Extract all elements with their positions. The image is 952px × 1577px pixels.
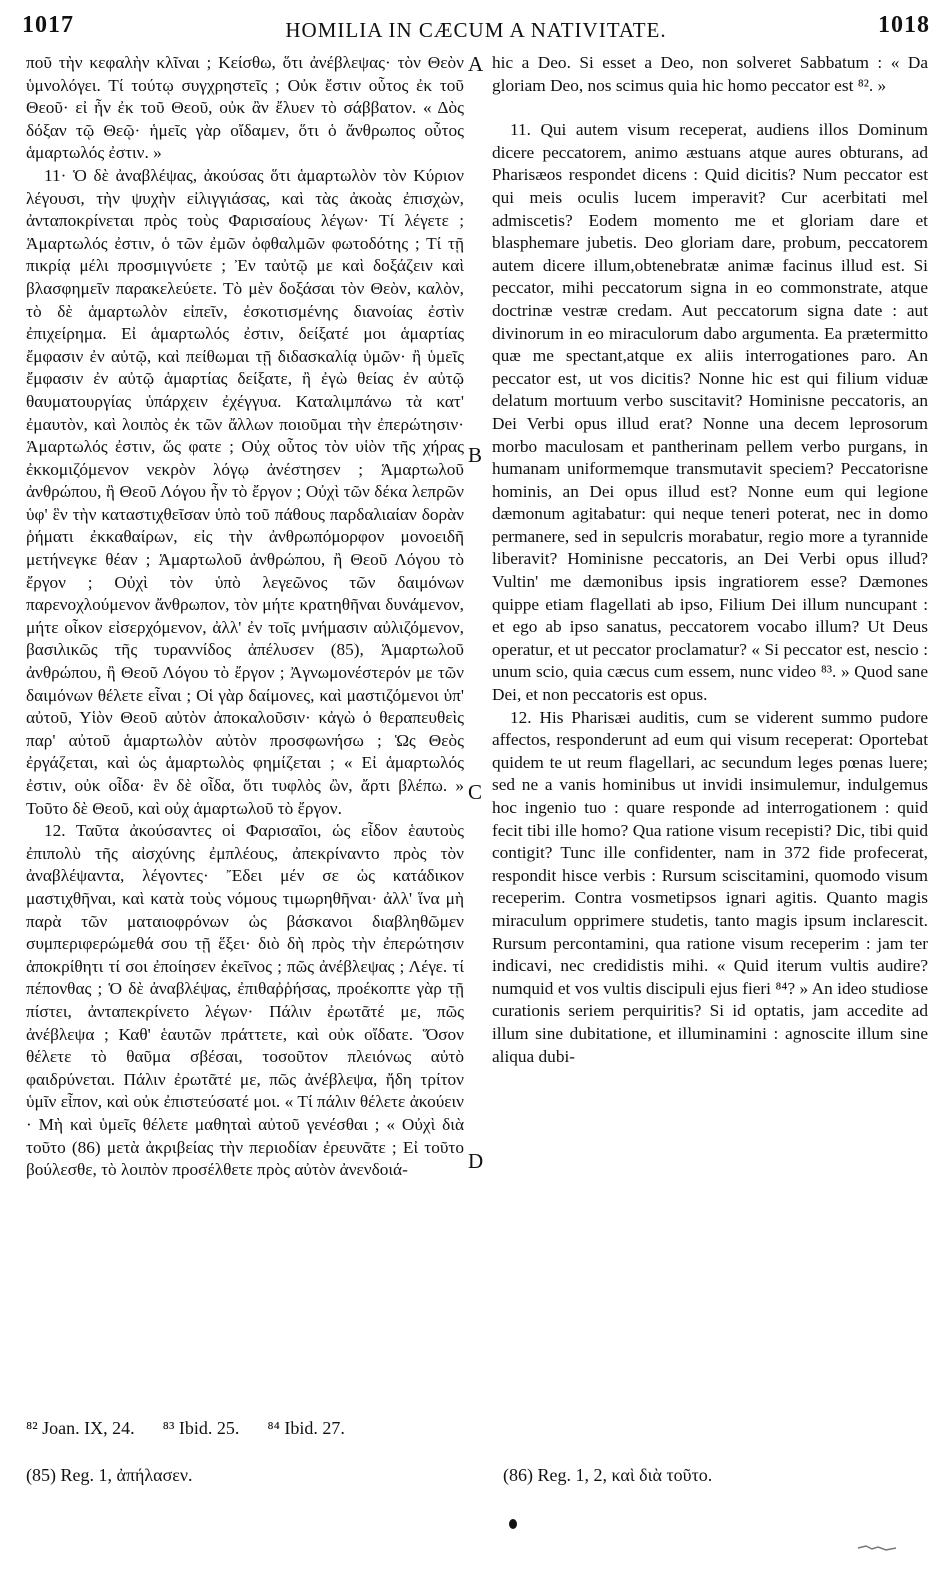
page-header [22, 12, 930, 52]
left-column-number: 1017 [22, 12, 74, 38]
footnote: ⁸³ Ibid. 25. [162, 1418, 240, 1438]
margin-marker-c: C [468, 780, 483, 804]
running-title: HOMILIA IN CÆCUM A NATIVITATE. [285, 18, 667, 42]
footnote: ⁸⁴ Ibid. 27. [267, 1418, 345, 1438]
latin-column [492, 52, 928, 1068]
greek-column [26, 52, 464, 1182]
greek-paragraph: 11· Ὁ δὲ ἀναβλέψας, ἀκούσας ὅτι ἁμαρτωλὸν τὸν Κύριον λέγουσι, τὴν ψυχὴν εἰλιγγιάσας, καὶ τὰς ἀκοὰς ἐπισχὼν, ἀνταποκρίνεται πρὸς τοὺς Φαρισαίους λέγων· Τί λέγετε ; Ἁμαρτωλός ἐστιν, ὁ τῶν ἐμῶν ὀφθαλμῶν φωτοδότης ; Τί τῇ πικρίᾳ μέλι προσμιγνύετε ; Ἐν ταὐτῷ με καὶ δοξάζειν καὶ βλασφημεῖν παρακελεύετε. Τὸ μὲν δοξάσαι τὸν Θεὸν, καλὸν, τὸ δὲ ἁμαρτωλὸν εἰπεῖν, ἐσκοτισμένης διανοίας ἐστὶν ἐπιχείρημα. Εἰ ἁμαρτωλός ἐστιν, δείξατέ μοι ἁμαρτίας ἔμφασιν ἐν αὐτῷ, καὶ πείθωμαι τῇ διδασκαλίᾳ ὑμῶν· ἢ ὑμεῖς ἔμφασιν ἐν αὐτῷ ἁμαρτίας δείξατε, ἢ ἐγὼ θείας ἐν αὐτῷ θαυματουργίας ὑπάρχειν ἐχέγγυα. Καταλιμπάνω τὰ κατ' ἐμαυτὸν, καὶ λοιπὸς ἐκ τῶν ἄλλων ποιοῦμαι τὴν ἐπερώτησιν· Ἁμαρτωλός ἐστιν, ὥς φατε ; Οὐχ οὗτος τὸν υἱὸν τῆς χήρας ἐκκομιζόμενον νεκρὸν λόγῳ ἀνέστησεν ; Ἁμαρτωλοῦ ἀνθρώπου, ἢ Θεοῦ Λόγου ἦν τὸ ἔργον ; Οὐχὶ τῶν δέκα λεπρῶν ὑφ' ἓν τὴν καταστιχθεῖσαν ὑπὸ τοῦ πάθους παρδαλιαίαν δορὰν ῥήματι ἐκκαθαίρων, εἰς τὴν ἀνθρωπόμορφον μονοειδῆ μετήνεγκε θέαν ; Ἁμαρτωλοῦ ἀνθρώπου, ἢ Θεοῦ Λόγου τὸ ἔργον ; Οὐχὶ τὸν ὑπὸ λεγεῶνος τῶν δαιμόνων παρενοχλούμενον ἄνθρωπον, τὸν μήτε κρατηθῆναι δυνάμενον, μήτε οἶκον εἰσερχόμενον, ἀλλ' ἐν τοῖς μνήμασιν αὐλιζόμενον, βασιλικῶς τῆς τυραννίδος ἀπέλυσεν (85), Ἁμαρτωλοῦ ἀνθρώπου, ἢ Θεοῦ Λόγου τὸ ἔργον ; Ἀγνωμονέστερόν με τῶν δαιμόνων θέλετε εἶναι ; Οἱ γὰρ δαίμονες, καὶ μαστιζόμενοι ὑπ' αὐτοῦ, Υἱὸν Θεοῦ αὐτὸν ἀποκαλοῦσιν· κἀγὼ ὁ θεραπευθεὶς παρ' αὐτοῦ ἁμαρτωλὸν αὐτὸν προσφωνήσω ; Ὡς Θεὸς ἐργάζεται, καὶ ὡς ἁμαρτωλὸς φημίζεται ; « Εἰ ἁμαρτωλός ἐστιν, οὐκ οἶδα· ἓν δὲ οἶδα, ὅτι τυφλὸς ὢν, ἄρτι βλέπω. » Τοῦτο δὲ Θεοῦ, καὶ οὐχ ἁμαρτωλοῦ τὸ ἔργον. [26, 165, 464, 818]
latin-paragraph: 11. Qui autem visum receperat, audiens illos Dominum dicere peccatorem, animo æstuans atque aures obturans, ad Pharisæos respondet dicens : Quid dicitis? Num peccator est qui meis oculis lucem imperavit? Cur acerbitati mel admiscetis? Eodem momento me et gloriam dare et blasphemare jubetis. Deo gloriam dare, probum, peccatorem autem dicere illum,obtenebratæ animæ facinus illud est. Si peccator, mihi peccatorum signa in eo commonstrate, atque doctrinæ vestræ credam. Aut peccatorum signa date : aut divinorum in eo miraculorum dabo argumenta. Ea prætermitto quæ me spectant,atque ex aliis interrogationes paro. An peccator est, ut vos dicitis? Nonne hic est qui filium viduæ delatum mortuum verbo suscitavit? Hominisne peccatoris, an Dei Verbi opus illud erat? Nonne una decem leprosorum morbo maculosam et pantherinam pellem verbo purgans, in humanam uniformemque transmutavit speciem? Peccatorisne hominis, an Dei opus illud est? Nonne eum qui legione dæmonum agitabatur: qui neque teneri poterat, nec in domo permanere, sed in sepulcris morabatur, regio more a tyrannide liberavit? Hominisne peccatoris, an Dei Verbi opus illud? Vultin' me dæmonibus ipsis ingratiorem esse? Dæmones quippe etiam flagellati ab ipso, Filium Dei illum nuncupant : et ego ab ipso sanatus, peccatorem vocabo illum? Ut Deus operatur, et ut peccator proclamatur? « Si peccator est, nescio : unum scio, quia cæcus cum essem, nunc video ⁸³. » Quod sane Dei, et non peccatoris est opus. [492, 120, 928, 705]
greek-paragraph: 12. Ταῦτα ἀκούσαντες οἱ Φαρισαῖοι, ὡς εἶδον ἑαυτοὺς ἐπιπολὺ τῆς αἰσχύνης ἐμπλέους, ἀπεκρίναντο πρὸς τὸν ἀναβλέψαντα, λέγοντες· Ἔδει μέν σε ὡς κατάδικον μαστιχθῆναι, καὶ κατὰ τοὺς νόμους τιμωρηθῆναι· ἀλλ' ἵνα μὴ παρὰ τῶν ματαιοφρόνων ὡς βάσκανοι διαβληθῶμεν συμπεριφερώμεθά σου τῇ ἕξει· διὸ δὴ πρὸς τὴν ἐπερώτησιν ἀποκρίθητι τί σοι ἐποίησεν ἐκεῖνος ; πῶς ἀνέβλεψας ; Λέγε. τί πέπονθας ; Ὁ δὲ ἀναβλέψας, ἐπιθαῤῥήσας, προέκοπτε γὰρ τῇ πίστει, ἀνταπεκρίνετο λέγων· Πάλιν ἐρωτᾶτέ με, πῶς ἀνέβλεψα ; Καθ' ἑαυτῶν πράττετε, καὶ οὐκ οἴδατε. Ὅσον θέλετε τὸ θαῦμα σβέσαι, τοσοῦτον πλειόνως αὐτὸ φαιδρύνεται. Πάλιν ἐρωτᾶτέ με, πῶς ἀνέβλεψα, ἤδη τρίτον ὑμῖν εἶπον, καὶ οὐκ ἐπιστεύσατέ μοι. « Τί πάλιν θέλετε ἀκούειν · Μὴ καὶ ὑμεῖς θέλετε μαθηταὶ αὐτοῦ γενέσθαι ; « Οὐχὶ διὰ τοῦτο (86) μετὰ ἀκριβείας τὴν περιοδίαν ἐρευνᾶτε ; Εἰ τοῦτο βούλεσθε, τὸ λοιπὸν προσέλθετε πρὸς αὐτὸν ἀνενδοιά- [26, 821, 464, 1180]
latin-paragraph: 12. His Pharisæi auditis, cum se viderent summo pudore affectos, responderunt ad eum qui visum receperat: Oportebat quidem te ut reum flagellari, ac secundum leges pœnas luere; sed ne a vanis hominibus ut invidi insimulemur, indulgemus hoc ingenio tuo : quare responde ad interrogationem : quid fecit tibi ille homo? Qua ratione visum recepisti? Dic, tibi quid contigit? Tunc ille confidenter, nam in 372 fide profecerat, respondit hisce verbis : Rursum sciscitamini, quomodo visum receperim. Contra vosmetipsos ignari agitis. Quanto magis miraculum opprimere studetis, tanto magis ipsum inclarescit. Rursum percontamini, qua ratione visum receperim : jam ter indicavi, nec credidistis mihi. « Quid iterum vultis audire? numquid et vos vultis discipuli ejus fieri ⁸⁴? » An ideo studiose curationis seriem perquiritis? Si id optatis, jam accedite ad illum sine dubitatione, et illuminamini : agnoscite illum sine aliqua dubi- [492, 707, 928, 1066]
greek-paragraph: ποῦ τὴν κεφαλὴν κλῖναι ; Κείσθω, ὅτι ἀνέβλεψας· τὸν Θεὸν ὑμνολόγει. Τί τούτῳ συγχρηστεῖς ; Οὐκ ἔστιν οὗτος ἐκ τοῦ Θεοῦ· εἰ ἦν ἐκ τοῦ Θεοῦ, οὐκ ἂν ἔλυεν τὸ σάββατον. « Δὸς δόξαν τῷ Θεῷ· ἡμεῖς γὰρ οἴδαμεν, ὅτι ὁ ἄνθρωπος οὗτος ἁμαρτωλός ἐστιν. » [26, 53, 464, 163]
margin-marker-d: D [468, 1149, 484, 1173]
margin-marker-a: A [468, 52, 484, 76]
variant-note-right: (86) Reg. 1, 2, καὶ διὰ τοῦτο. [503, 1465, 713, 1485]
footnote: ⁸² Joan. IX, 24. [26, 1418, 135, 1438]
latin-paragraph: hic a Deo. Si esset a Deo, non solveret Sabbatum : « Da gloriam Deo, nos scimus quia hic homo peccator est ⁸². » [492, 53, 928, 95]
right-column-number: 1018 [878, 12, 930, 38]
variant-note-left: (85) Reg. 1, ἀπήλασεν. [26, 1465, 193, 1485]
ink-smudge [856, 1542, 898, 1554]
ink-dot [509, 1519, 517, 1529]
margin-marker-b: B [468, 443, 483, 467]
footnotes [26, 1418, 466, 1439]
